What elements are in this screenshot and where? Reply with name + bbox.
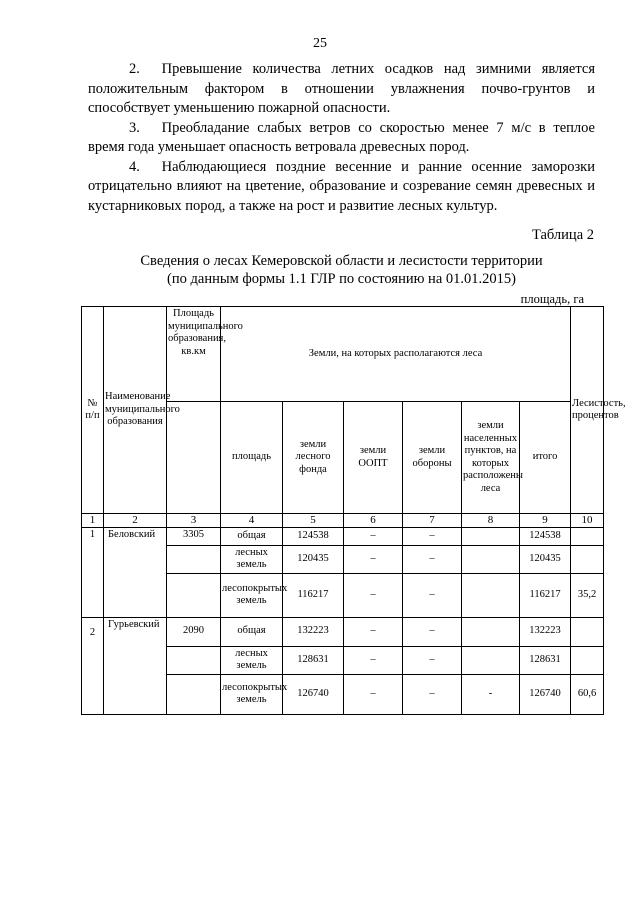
row-area-empty xyxy=(167,573,221,617)
header-name: Наименование муниципального образования xyxy=(104,307,167,514)
row-cover: 35,2 xyxy=(571,573,604,617)
table-title-line2: (по данным формы 1.1 ГЛР по состоянию на 01.01.2015) xyxy=(167,271,516,287)
row-forest-fund: 124538 xyxy=(283,527,344,545)
row-defense: – xyxy=(403,674,462,714)
table-row xyxy=(82,617,604,646)
header-sub-area: площадь xyxy=(221,402,283,514)
row-settlements xyxy=(462,646,520,674)
col-number: 9 xyxy=(520,514,571,528)
row-total: 120435 xyxy=(520,545,571,573)
col-number: 1 xyxy=(82,514,104,528)
col-number: 6 xyxy=(344,514,403,528)
row-oopt: – xyxy=(344,646,403,674)
row-forest-fund: 128631 xyxy=(283,646,344,674)
row-cover xyxy=(571,617,604,646)
row-settlements: - xyxy=(462,674,520,714)
row-defense: – xyxy=(403,545,462,573)
row-type: общая xyxy=(221,617,283,646)
row-area: 2090 xyxy=(167,617,221,646)
row-forest-fund: 120435 xyxy=(283,545,344,573)
paragraph-3: 3. Преобладание слабых ветров со скоростью менее 7 м/с в теплое время года уменьшает опасность ветровала древесных пород. xyxy=(88,119,595,155)
paragraph-4: 4. Наблюдающиеся поздние весенние и ранние осенние заморозки отрицательно влияют на цветение, образование и созревание семян древесных и кустарниковых пород, а также на рост и развитие лесных культур. xyxy=(88,158,595,214)
row-total: 128631 xyxy=(520,646,571,674)
row-area: 3305 xyxy=(167,527,221,545)
col-number: 8 xyxy=(462,514,520,528)
page-number: 25 xyxy=(313,36,327,51)
row-settlements xyxy=(462,527,520,545)
row-oopt: – xyxy=(344,674,403,714)
header-forest-cover: Лесистость, процентов xyxy=(571,307,604,514)
row-num: 2 xyxy=(82,617,104,714)
header-num: № п/п xyxy=(82,307,104,514)
table-label: Таблица 2 xyxy=(531,227,594,243)
row-cover xyxy=(571,646,604,674)
row-oopt: – xyxy=(344,527,403,545)
row-cover: 60,6 xyxy=(571,674,604,714)
header-sub-forest-fund: земли лесного фонда xyxy=(283,402,344,514)
row-name: Гурьевский xyxy=(104,617,167,714)
header-area: Площадь муниципального образования, кв.км xyxy=(167,307,221,402)
row-total: 132223 xyxy=(520,617,571,646)
row-area-empty xyxy=(167,646,221,674)
column-numbers-row xyxy=(82,514,604,528)
header-lands: Земли, на которых располагаются леса xyxy=(221,307,571,402)
row-defense: – xyxy=(403,646,462,674)
row-defense: – xyxy=(403,527,462,545)
row-forest-fund: 126740 xyxy=(283,674,344,714)
paragraph-2: 2. Превышение количества летних осадков над зимними является положительным фактором в отношении увлажнения почво-грунтов и способствует уменьшению пожарной опасности. xyxy=(88,61,595,116)
col-number: 5 xyxy=(283,514,344,528)
row-type: лесопокрытых земель xyxy=(221,674,283,714)
header-sub-settlements: земли населенных пунктов, на которых расположены леса xyxy=(462,402,520,514)
row-type: лесных земель xyxy=(221,545,283,573)
row-cover xyxy=(571,545,604,573)
table-title-line1: Сведения о лесах Кемеровской области и лесистости территории xyxy=(140,253,543,269)
header-sub-defense: земли обороны xyxy=(403,402,462,514)
row-total: 126740 xyxy=(520,674,571,714)
row-num: 1 xyxy=(82,527,104,617)
header-area-empty xyxy=(167,402,221,514)
row-total: 116217 xyxy=(520,573,571,617)
row-forest-fund: 116217 xyxy=(283,573,344,617)
row-settlements xyxy=(462,617,520,646)
body-text xyxy=(88,60,595,216)
row-area-empty xyxy=(167,545,221,573)
row-area-empty xyxy=(167,674,221,714)
col-number: 3 xyxy=(167,514,221,528)
header-sub-total: итого xyxy=(520,402,571,514)
row-defense: – xyxy=(403,617,462,646)
row-oopt: – xyxy=(344,617,403,646)
row-oopt: – xyxy=(344,545,403,573)
col-number: 7 xyxy=(403,514,462,528)
units-label: площадь, га xyxy=(520,292,584,306)
row-name: Беловский xyxy=(104,527,167,617)
table-title xyxy=(88,252,595,288)
col-number: 4 xyxy=(221,514,283,528)
col-number: 10 xyxy=(571,514,604,528)
row-total: 124538 xyxy=(520,527,571,545)
forest-table xyxy=(81,306,626,715)
row-type: лесопокрытых земель xyxy=(221,573,283,617)
col-number: 2 xyxy=(104,514,167,528)
row-cover xyxy=(571,527,604,545)
table-row xyxy=(82,527,604,545)
row-settlements xyxy=(462,573,520,617)
row-type: лесных земель xyxy=(221,646,283,674)
row-type: общая xyxy=(221,527,283,545)
row-oopt: – xyxy=(344,573,403,617)
row-defense: – xyxy=(403,573,462,617)
row-forest-fund: 132223 xyxy=(283,617,344,646)
row-settlements xyxy=(462,545,520,573)
header-sub-oopt: земли ООПТ xyxy=(344,402,403,514)
